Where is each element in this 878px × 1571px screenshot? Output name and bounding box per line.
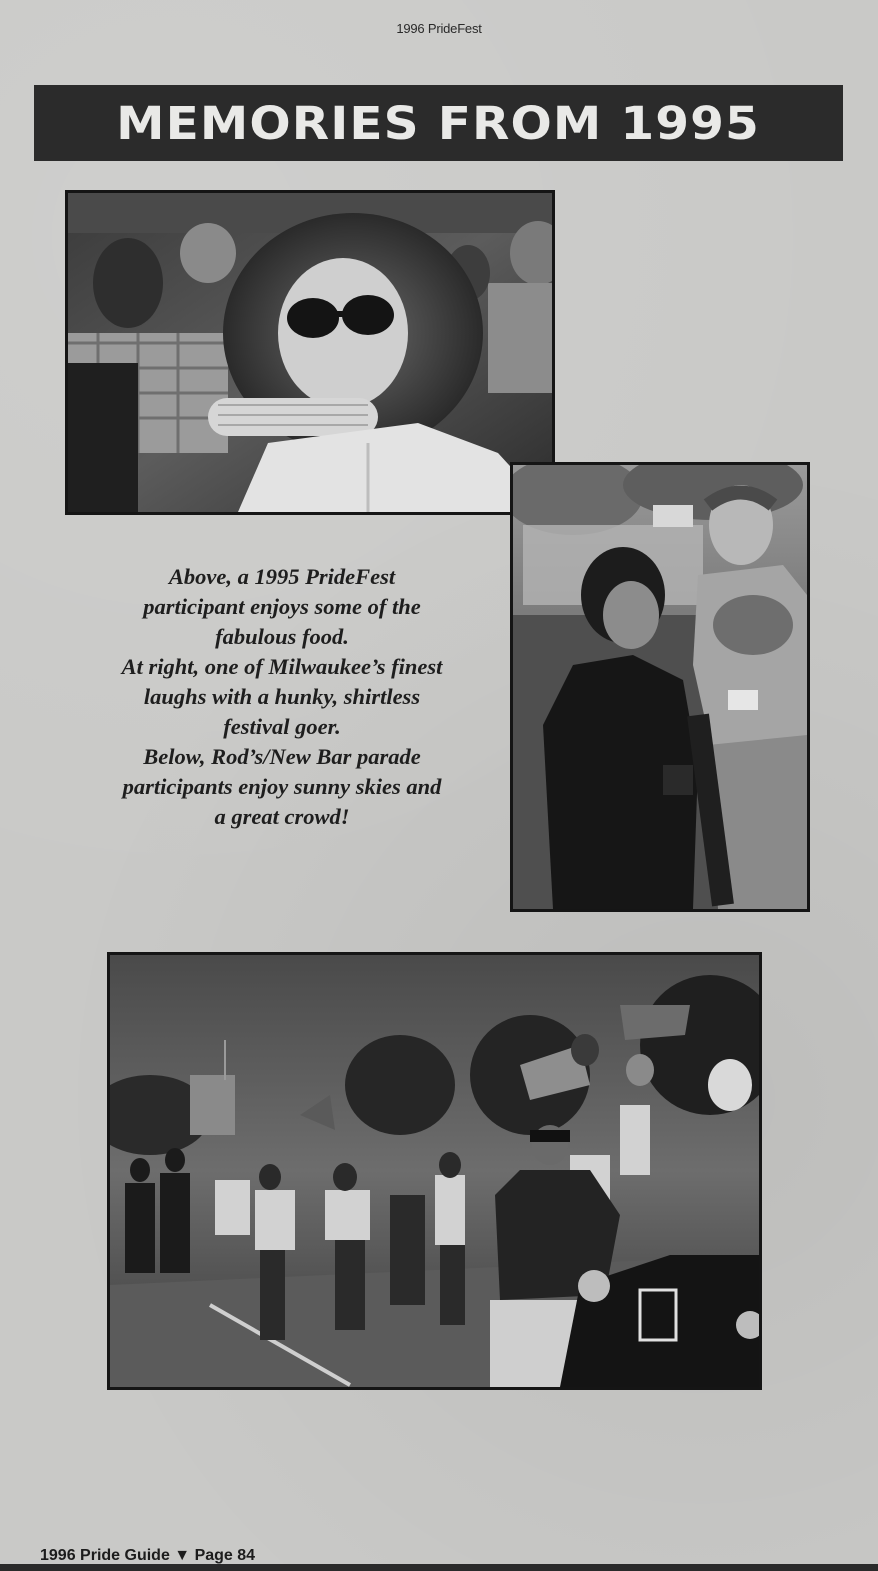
page-title: MEMORIES FROM 1995 xyxy=(116,96,761,150)
caption-line: laughs with a hunky, shirtless xyxy=(143,684,421,709)
caption-line: participant enjoys some of the xyxy=(143,594,421,619)
photo-parade-image xyxy=(110,955,759,1387)
caption-line: fabulous food. xyxy=(215,624,349,649)
caption-line: festival goer. xyxy=(223,714,341,739)
photo-parade xyxy=(107,952,762,1390)
running-head: 1996 PrideFest xyxy=(396,21,482,36)
photo-caption xyxy=(62,562,502,832)
photo-food-image xyxy=(68,193,552,512)
page-footer: 1996 Pride Guide ▼ Page 84 xyxy=(40,1547,256,1564)
caption-line: a great crowd! xyxy=(214,804,350,829)
caption-line: Below, Rod’s/New Bar parade xyxy=(143,744,421,769)
photo-officer-and-goer xyxy=(510,462,810,912)
bottom-rule xyxy=(0,1564,878,1571)
photo-officer-image xyxy=(513,465,807,909)
caption-line: Above, a 1995 PrideFest xyxy=(168,564,396,589)
caption-line: participants enjoy sunny skies and xyxy=(122,774,442,799)
photo-food-participant xyxy=(65,190,555,515)
page-banner xyxy=(34,85,843,161)
caption-line: At right, one of Milwaukee’s finest xyxy=(121,654,443,679)
